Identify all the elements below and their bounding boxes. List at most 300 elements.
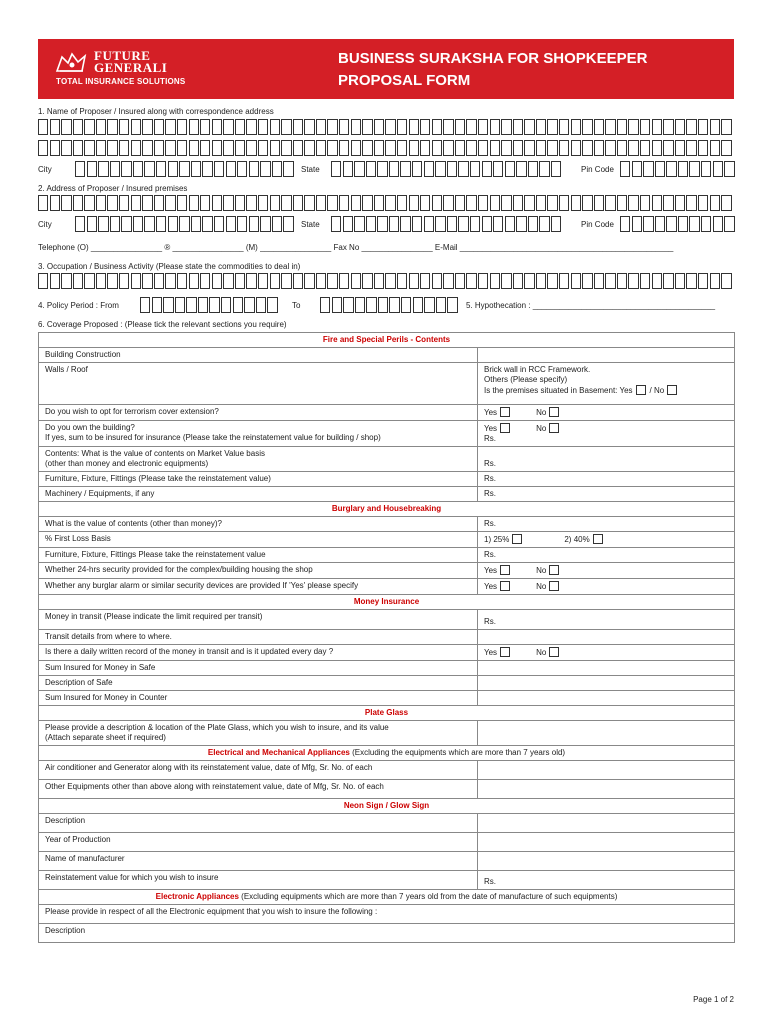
char-box[interactable] bbox=[179, 161, 189, 177]
char-box[interactable] bbox=[96, 273, 106, 289]
char-box[interactable] bbox=[362, 119, 372, 135]
char-box[interactable] bbox=[200, 140, 210, 156]
char-box[interactable] bbox=[698, 119, 708, 135]
char-box[interactable] bbox=[73, 140, 83, 156]
char-box[interactable] bbox=[327, 195, 337, 211]
char-box[interactable] bbox=[571, 195, 581, 211]
char-box[interactable] bbox=[409, 195, 419, 211]
char-box[interactable] bbox=[96, 119, 106, 135]
char-box[interactable] bbox=[640, 119, 650, 135]
char-box[interactable] bbox=[84, 140, 94, 156]
char-box[interactable] bbox=[547, 119, 557, 135]
char-box[interactable] bbox=[490, 195, 500, 211]
burglary-furniture-rs-field[interactable]: Rs. bbox=[478, 548, 735, 563]
char-box[interactable] bbox=[223, 195, 233, 211]
char-box[interactable] bbox=[424, 216, 434, 232]
char-box[interactable] bbox=[84, 119, 94, 135]
char-box[interactable] bbox=[235, 140, 245, 156]
char-box[interactable] bbox=[200, 119, 210, 135]
char-box[interactable] bbox=[133, 216, 143, 232]
first-loss-40-checkbox[interactable] bbox=[593, 534, 603, 544]
char-box[interactable] bbox=[304, 195, 314, 211]
char-box[interactable] bbox=[617, 273, 627, 289]
daily-record-yes-checkbox[interactable] bbox=[500, 647, 510, 657]
char-box[interactable] bbox=[235, 195, 245, 211]
char-box[interactable] bbox=[281, 119, 291, 135]
char-box[interactable] bbox=[559, 140, 569, 156]
policy-to-field[interactable] bbox=[320, 297, 459, 313]
char-box[interactable] bbox=[594, 195, 604, 211]
char-box[interactable] bbox=[163, 297, 173, 313]
char-box[interactable] bbox=[501, 119, 511, 135]
char-box[interactable] bbox=[675, 140, 685, 156]
char-box[interactable] bbox=[582, 195, 592, 211]
char-box[interactable] bbox=[513, 273, 523, 289]
char-box[interactable] bbox=[50, 140, 60, 156]
char-box[interactable] bbox=[443, 119, 453, 135]
char-box[interactable] bbox=[710, 119, 720, 135]
char-box[interactable] bbox=[119, 119, 129, 135]
char-box[interactable] bbox=[516, 216, 526, 232]
char-box[interactable] bbox=[258, 195, 268, 211]
char-box[interactable] bbox=[131, 119, 141, 135]
char-box[interactable] bbox=[524, 195, 534, 211]
basement-no-checkbox[interactable] bbox=[667, 385, 677, 395]
char-box[interactable] bbox=[343, 297, 353, 313]
char-box[interactable] bbox=[389, 216, 399, 232]
char-box[interactable] bbox=[131, 195, 141, 211]
char-box[interactable] bbox=[202, 216, 212, 232]
char-box[interactable] bbox=[447, 297, 457, 313]
char-box[interactable] bbox=[270, 195, 280, 211]
char-box[interactable] bbox=[168, 216, 178, 232]
char-box[interactable] bbox=[144, 216, 154, 232]
char-box[interactable] bbox=[272, 216, 282, 232]
char-box[interactable] bbox=[435, 161, 445, 177]
char-box[interactable] bbox=[293, 140, 303, 156]
char-box[interactable] bbox=[38, 140, 48, 156]
char-box[interactable] bbox=[713, 161, 723, 177]
char-box[interactable] bbox=[571, 273, 581, 289]
char-box[interactable] bbox=[214, 161, 224, 177]
char-box[interactable] bbox=[698, 140, 708, 156]
char-box[interactable] bbox=[582, 119, 592, 135]
char-box[interactable] bbox=[385, 119, 395, 135]
char-box[interactable] bbox=[675, 273, 685, 289]
sum-safe-field[interactable] bbox=[478, 661, 735, 676]
sum-counter-field[interactable] bbox=[478, 691, 735, 706]
char-box[interactable] bbox=[686, 195, 696, 211]
char-box[interactable] bbox=[458, 161, 468, 177]
char-box[interactable] bbox=[401, 297, 411, 313]
char-box[interactable] bbox=[258, 273, 268, 289]
char-box[interactable] bbox=[710, 273, 720, 289]
char-box[interactable] bbox=[420, 273, 430, 289]
char-box[interactable] bbox=[710, 195, 720, 211]
q2-pin-field[interactable] bbox=[620, 216, 736, 232]
security-no-checkbox[interactable] bbox=[549, 565, 559, 575]
char-box[interactable] bbox=[316, 140, 326, 156]
char-box[interactable] bbox=[191, 161, 201, 177]
char-box[interactable] bbox=[351, 195, 361, 211]
char-box[interactable] bbox=[420, 140, 430, 156]
char-box[interactable] bbox=[663, 140, 673, 156]
char-box[interactable] bbox=[260, 216, 270, 232]
char-box[interactable] bbox=[409, 140, 419, 156]
char-box[interactable] bbox=[87, 216, 97, 232]
q2-city-field[interactable] bbox=[75, 216, 295, 232]
char-box[interactable] bbox=[209, 297, 219, 313]
char-box[interactable] bbox=[652, 195, 662, 211]
char-box[interactable] bbox=[327, 119, 337, 135]
char-box[interactable] bbox=[107, 140, 117, 156]
char-box[interactable] bbox=[212, 119, 222, 135]
char-box[interactable] bbox=[490, 140, 500, 156]
char-box[interactable] bbox=[701, 161, 711, 177]
char-box[interactable] bbox=[61, 119, 71, 135]
char-box[interactable] bbox=[397, 273, 407, 289]
char-box[interactable] bbox=[385, 195, 395, 211]
security-yes-checkbox[interactable] bbox=[500, 565, 510, 575]
char-box[interactable] bbox=[724, 216, 734, 232]
contact-line[interactable]: Telephone (O) ________________ ® ________________ (M) ________________ Fax No ________________ E-Mail ________________________________________________ bbox=[38, 243, 674, 252]
char-box[interactable] bbox=[478, 119, 488, 135]
char-box[interactable] bbox=[165, 119, 175, 135]
char-box[interactable] bbox=[267, 297, 277, 313]
char-box[interactable] bbox=[316, 119, 326, 135]
q1-name-line2[interactable] bbox=[38, 140, 733, 156]
char-box[interactable] bbox=[605, 119, 615, 135]
q2-address-line1[interactable] bbox=[38, 195, 733, 211]
char-box[interactable] bbox=[87, 161, 97, 177]
char-box[interactable] bbox=[374, 195, 384, 211]
char-box[interactable] bbox=[327, 273, 337, 289]
char-box[interactable] bbox=[200, 195, 210, 211]
char-box[interactable] bbox=[355, 297, 365, 313]
char-box[interactable] bbox=[320, 297, 330, 313]
char-box[interactable] bbox=[493, 161, 503, 177]
char-box[interactable] bbox=[374, 140, 384, 156]
char-box[interactable] bbox=[501, 273, 511, 289]
own-building-yes-checkbox[interactable] bbox=[500, 423, 510, 433]
char-box[interactable] bbox=[466, 140, 476, 156]
char-box[interactable] bbox=[327, 140, 337, 156]
char-box[interactable] bbox=[152, 297, 162, 313]
char-box[interactable] bbox=[524, 273, 534, 289]
char-box[interactable] bbox=[640, 195, 650, 211]
char-box[interactable] bbox=[202, 161, 212, 177]
char-box[interactable] bbox=[524, 119, 534, 135]
char-box[interactable] bbox=[663, 119, 673, 135]
char-box[interactable] bbox=[501, 195, 511, 211]
char-box[interactable] bbox=[293, 195, 303, 211]
char-box[interactable] bbox=[551, 161, 561, 177]
char-box[interactable] bbox=[316, 273, 326, 289]
char-box[interactable] bbox=[678, 216, 688, 232]
char-box[interactable] bbox=[221, 297, 231, 313]
char-box[interactable] bbox=[470, 161, 480, 177]
char-box[interactable] bbox=[443, 140, 453, 156]
char-box[interactable] bbox=[605, 140, 615, 156]
char-box[interactable] bbox=[258, 140, 268, 156]
char-box[interactable] bbox=[594, 273, 604, 289]
char-box[interactable] bbox=[505, 216, 515, 232]
char-box[interactable] bbox=[443, 273, 453, 289]
char-box[interactable] bbox=[516, 161, 526, 177]
char-box[interactable] bbox=[351, 140, 361, 156]
char-box[interactable] bbox=[400, 161, 410, 177]
char-box[interactable] bbox=[443, 195, 453, 211]
char-box[interactable] bbox=[235, 119, 245, 135]
char-box[interactable] bbox=[594, 140, 604, 156]
char-box[interactable] bbox=[362, 140, 372, 156]
char-box[interactable] bbox=[84, 273, 94, 289]
char-box[interactable] bbox=[244, 297, 254, 313]
char-box[interactable] bbox=[455, 273, 465, 289]
char-box[interactable] bbox=[339, 140, 349, 156]
char-box[interactable] bbox=[655, 216, 665, 232]
char-box[interactable] bbox=[547, 273, 557, 289]
char-box[interactable] bbox=[466, 273, 476, 289]
char-box[interactable] bbox=[75, 216, 85, 232]
neon-description-field[interactable] bbox=[478, 814, 735, 833]
char-box[interactable] bbox=[713, 216, 723, 232]
char-box[interactable] bbox=[559, 119, 569, 135]
char-box[interactable] bbox=[223, 140, 233, 156]
char-box[interactable] bbox=[617, 140, 627, 156]
char-box[interactable] bbox=[61, 195, 71, 211]
char-box[interactable] bbox=[270, 140, 280, 156]
char-box[interactable] bbox=[223, 119, 233, 135]
terrorism-yes-checkbox[interactable] bbox=[500, 407, 510, 417]
char-box[interactable] bbox=[412, 216, 422, 232]
char-box[interactable] bbox=[536, 273, 546, 289]
char-box[interactable] bbox=[501, 140, 511, 156]
char-box[interactable] bbox=[304, 273, 314, 289]
char-box[interactable] bbox=[721, 119, 731, 135]
char-box[interactable] bbox=[249, 216, 259, 232]
char-box[interactable] bbox=[73, 195, 83, 211]
char-box[interactable] bbox=[107, 119, 117, 135]
char-box[interactable] bbox=[281, 273, 291, 289]
char-box[interactable] bbox=[249, 161, 259, 177]
char-box[interactable] bbox=[389, 297, 399, 313]
char-box[interactable] bbox=[400, 216, 410, 232]
char-box[interactable] bbox=[258, 119, 268, 135]
char-box[interactable] bbox=[675, 119, 685, 135]
char-box[interactable] bbox=[168, 161, 178, 177]
char-box[interactable] bbox=[455, 140, 465, 156]
char-box[interactable] bbox=[724, 161, 734, 177]
char-box[interactable] bbox=[98, 161, 108, 177]
char-box[interactable] bbox=[413, 297, 423, 313]
char-box[interactable] bbox=[142, 140, 152, 156]
char-box[interactable] bbox=[154, 140, 164, 156]
char-box[interactable] bbox=[175, 297, 185, 313]
machinery-rs-field[interactable]: Rs. bbox=[478, 487, 735, 502]
char-box[interactable] bbox=[605, 273, 615, 289]
char-box[interactable] bbox=[156, 161, 166, 177]
char-box[interactable] bbox=[246, 195, 256, 211]
char-box[interactable] bbox=[409, 119, 419, 135]
char-box[interactable] bbox=[385, 140, 395, 156]
char-box[interactable] bbox=[628, 140, 638, 156]
char-box[interactable] bbox=[374, 273, 384, 289]
first-loss-25-checkbox[interactable] bbox=[512, 534, 522, 544]
char-box[interactable] bbox=[582, 140, 592, 156]
transit-details-field[interactable] bbox=[478, 630, 735, 645]
char-box[interactable] bbox=[478, 140, 488, 156]
char-box[interactable] bbox=[539, 161, 549, 177]
char-box[interactable] bbox=[293, 119, 303, 135]
char-box[interactable] bbox=[362, 273, 372, 289]
char-box[interactable] bbox=[270, 273, 280, 289]
char-box[interactable] bbox=[547, 140, 557, 156]
char-box[interactable] bbox=[455, 195, 465, 211]
char-box[interactable] bbox=[339, 195, 349, 211]
char-box[interactable] bbox=[343, 161, 353, 177]
char-box[interactable] bbox=[571, 119, 581, 135]
char-box[interactable] bbox=[594, 119, 604, 135]
char-box[interactable] bbox=[98, 216, 108, 232]
char-box[interactable] bbox=[142, 273, 152, 289]
char-box[interactable] bbox=[721, 195, 731, 211]
char-box[interactable] bbox=[539, 216, 549, 232]
char-box[interactable] bbox=[75, 161, 85, 177]
char-box[interactable] bbox=[490, 119, 500, 135]
char-box[interactable] bbox=[571, 140, 581, 156]
char-box[interactable] bbox=[678, 161, 688, 177]
char-box[interactable] bbox=[246, 273, 256, 289]
char-box[interactable] bbox=[617, 195, 627, 211]
char-box[interactable] bbox=[478, 195, 488, 211]
char-box[interactable] bbox=[177, 140, 187, 156]
char-box[interactable] bbox=[378, 297, 388, 313]
char-box[interactable] bbox=[640, 140, 650, 156]
char-box[interactable] bbox=[154, 273, 164, 289]
char-box[interactable] bbox=[293, 273, 303, 289]
char-box[interactable] bbox=[632, 161, 642, 177]
char-box[interactable] bbox=[84, 195, 94, 211]
char-box[interactable] bbox=[198, 297, 208, 313]
char-box[interactable] bbox=[447, 161, 457, 177]
char-box[interactable] bbox=[513, 119, 523, 135]
char-box[interactable] bbox=[458, 216, 468, 232]
char-box[interactable] bbox=[121, 161, 131, 177]
char-box[interactable] bbox=[447, 216, 457, 232]
char-box[interactable] bbox=[389, 161, 399, 177]
char-box[interactable] bbox=[260, 161, 270, 177]
char-box[interactable] bbox=[177, 195, 187, 211]
char-box[interactable] bbox=[528, 161, 538, 177]
char-box[interactable] bbox=[470, 216, 480, 232]
char-box[interactable] bbox=[663, 195, 673, 211]
char-box[interactable] bbox=[652, 140, 662, 156]
char-box[interactable] bbox=[281, 195, 291, 211]
char-box[interactable] bbox=[362, 195, 372, 211]
char-box[interactable] bbox=[235, 273, 245, 289]
char-box[interactable] bbox=[377, 216, 387, 232]
char-box[interactable] bbox=[490, 273, 500, 289]
char-box[interactable] bbox=[256, 297, 266, 313]
char-box[interactable] bbox=[226, 216, 236, 232]
char-box[interactable] bbox=[628, 195, 638, 211]
char-box[interactable] bbox=[436, 297, 446, 313]
char-box[interactable] bbox=[652, 273, 662, 289]
char-box[interactable] bbox=[559, 273, 569, 289]
char-box[interactable] bbox=[281, 140, 291, 156]
char-box[interactable] bbox=[493, 216, 503, 232]
char-box[interactable] bbox=[432, 119, 442, 135]
char-box[interactable] bbox=[536, 195, 546, 211]
char-box[interactable] bbox=[246, 140, 256, 156]
char-box[interactable] bbox=[154, 119, 164, 135]
char-box[interactable] bbox=[366, 297, 376, 313]
char-box[interactable] bbox=[710, 140, 720, 156]
char-box[interactable] bbox=[420, 195, 430, 211]
char-box[interactable] bbox=[524, 140, 534, 156]
char-box[interactable] bbox=[689, 216, 699, 232]
policy-from-field[interactable] bbox=[140, 297, 279, 313]
other-equipments-field[interactable] bbox=[478, 780, 735, 799]
char-box[interactable] bbox=[154, 195, 164, 211]
char-box[interactable] bbox=[686, 273, 696, 289]
char-box[interactable] bbox=[339, 273, 349, 289]
char-box[interactable] bbox=[505, 161, 515, 177]
char-box[interactable] bbox=[377, 161, 387, 177]
char-box[interactable] bbox=[165, 195, 175, 211]
char-box[interactable] bbox=[689, 161, 699, 177]
char-box[interactable] bbox=[50, 119, 60, 135]
char-box[interactable] bbox=[397, 140, 407, 156]
char-box[interactable] bbox=[559, 195, 569, 211]
char-box[interactable] bbox=[177, 119, 187, 135]
char-box[interactable] bbox=[620, 161, 630, 177]
q5-hypothecation[interactable]: 5. Hypothecation : _________________________________________ bbox=[466, 301, 716, 310]
char-box[interactable] bbox=[283, 161, 293, 177]
char-box[interactable] bbox=[214, 216, 224, 232]
building-construction-field[interactable] bbox=[478, 348, 735, 363]
plate-glass-field[interactable] bbox=[478, 721, 735, 746]
q1-pin-field[interactable] bbox=[620, 161, 736, 177]
q1-state-field[interactable] bbox=[331, 161, 563, 177]
char-box[interactable] bbox=[142, 119, 152, 135]
char-box[interactable] bbox=[686, 140, 696, 156]
furniture-rs-field[interactable]: Rs. bbox=[478, 472, 735, 487]
char-box[interactable] bbox=[38, 273, 48, 289]
char-box[interactable] bbox=[432, 273, 442, 289]
char-box[interactable] bbox=[409, 273, 419, 289]
desc-safe-field[interactable] bbox=[478, 676, 735, 691]
char-box[interactable] bbox=[131, 273, 141, 289]
char-box[interactable] bbox=[140, 297, 150, 313]
char-box[interactable] bbox=[50, 195, 60, 211]
char-box[interactable] bbox=[304, 119, 314, 135]
char-box[interactable] bbox=[652, 119, 662, 135]
char-box[interactable] bbox=[107, 195, 117, 211]
char-box[interactable] bbox=[283, 216, 293, 232]
char-box[interactable] bbox=[73, 119, 83, 135]
basement-yes-checkbox[interactable] bbox=[636, 385, 646, 395]
char-box[interactable] bbox=[61, 140, 71, 156]
char-box[interactable] bbox=[351, 119, 361, 135]
char-box[interactable] bbox=[397, 119, 407, 135]
char-box[interactable] bbox=[237, 216, 247, 232]
q1-name-line1[interactable] bbox=[38, 119, 733, 135]
char-box[interactable] bbox=[304, 140, 314, 156]
char-box[interactable] bbox=[582, 273, 592, 289]
terrorism-no-checkbox[interactable] bbox=[549, 407, 559, 417]
